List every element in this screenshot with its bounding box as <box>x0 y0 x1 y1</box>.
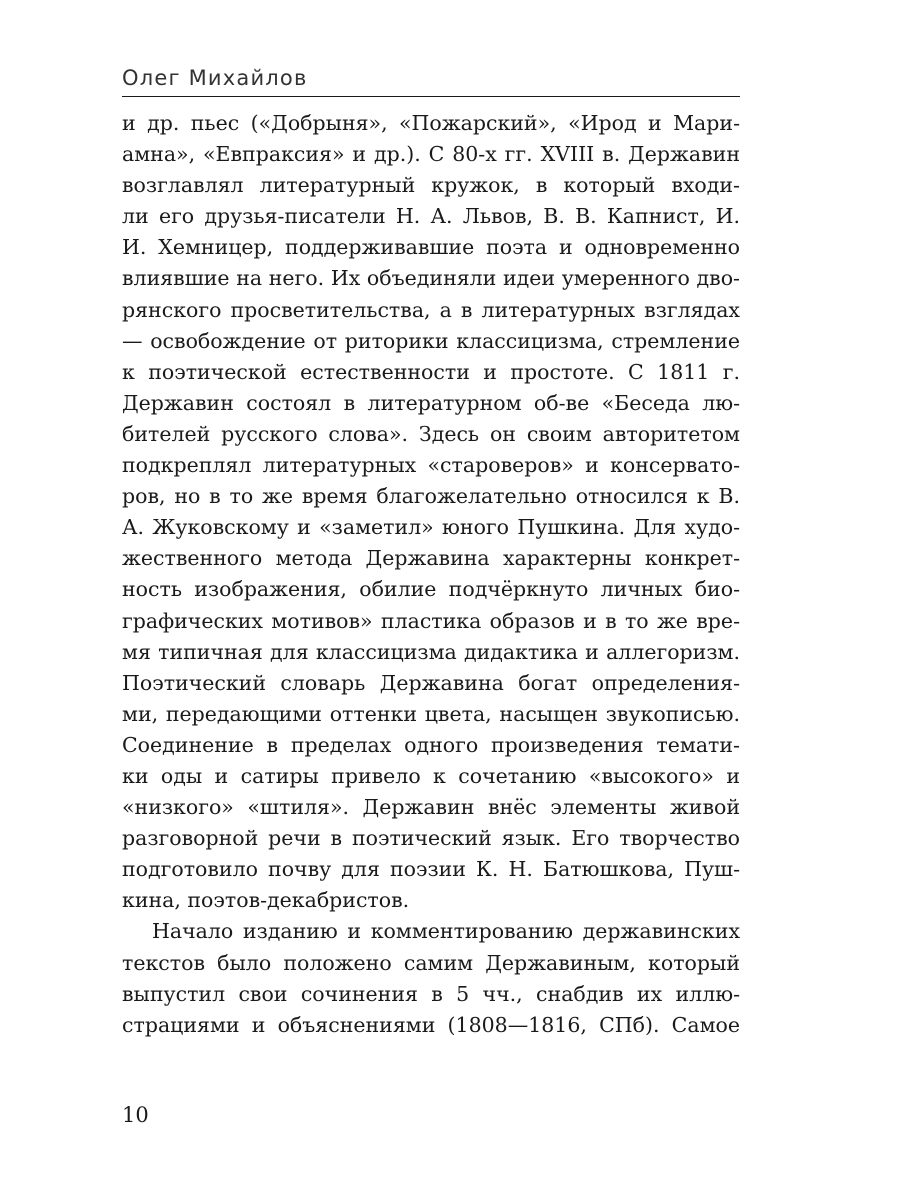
paragraph-1-line: амна», «Евпраксия» и др.). С 80-х гг. XVIII в. Державин <box>122 142 740 167</box>
paragraph-2-line: текстов было положено самим Державиным, который <box>122 950 740 975</box>
paragraph-1-line: ность изображения, обилие подчёркнуто личных био- <box>122 577 740 602</box>
paragraph-2-line: страциями и объяснениями (1808—1816, СПб). Самое <box>122 1012 740 1037</box>
paragraph-1-line: ров, но в то же время благожелательно относился к В. <box>122 484 740 509</box>
paragraph-1-line: — освобождение от риторики классицизма, стремление <box>122 328 740 353</box>
paragraph-1-line: рянского просветительства, а в литературных взглядах <box>122 297 740 322</box>
paragraph-1-line: и др. пьес («Добрыня», «Пожарский», «Ирод и Мари- <box>122 111 740 135</box>
running-header <box>122 64 740 97</box>
paragraph-2-first-line: Начало изданию и комментированию державинских <box>152 919 740 944</box>
paragraph-1-line: графических мотивов» пластика образов и в то же вре- <box>122 608 740 633</box>
page-number: 10 <box>122 1103 149 1127</box>
paragraph-1-line: бителей русского слова». Здесь он своим авторитетом <box>122 421 740 446</box>
paragraph-1-line: Державин состоял в литературном об-ве «Беседа лю- <box>122 390 740 415</box>
page-body <box>122 108 740 1041</box>
paragraph-1-line: мя типичная для классицизма дидактика и аллегоризм. <box>122 639 740 664</box>
paragraph-1-line: к поэтической естественности и простоте. С 1811 г. <box>122 359 740 384</box>
paragraph-2-line: выпустил свои сочинения в 5 чч., снабдив их иллю- <box>122 981 740 1006</box>
paragraph-1-line: А. Жуковскому и «заметил» юного Пушкина. Для худо- <box>122 515 740 540</box>
paragraph-1-line: И. Хемницер, поддерживавшие поэта и одновременно <box>122 235 740 260</box>
paragraph-1-line: «низкого» «штиля». Державин внёс элементы живой <box>122 795 740 820</box>
paragraph-1-line: разговорной речи в поэтический язык. Его творчество <box>122 826 740 851</box>
paragraph-1-line: Соединение в пределах одного произведения темати- <box>122 732 740 757</box>
running-header-author: Олег Михайлов <box>122 66 308 90</box>
paragraph-1-line: ки оды и сатиры привело к сочетанию «высокого» и <box>122 763 740 788</box>
paragraph-1-line: жественного метода Державина характерны конкрет- <box>122 546 740 571</box>
paragraph-1-line: подкреплял литературных «староверов» и консервато- <box>122 453 740 478</box>
paragraph-1-line: ми, передающими оттенки цвета, насыщен звукописью. <box>122 701 740 726</box>
paragraph-1-last-line: кина, поэтов-декабристов. <box>122 888 410 913</box>
paragraph-1-line: возглавлял литературный кружок, в который входи- <box>122 173 740 198</box>
paragraph-1-line: ли его друзья-писатели Н. А. Львов, В. В. Капнист, И. <box>122 204 740 229</box>
paragraph-1-line: влиявшие на него. Их объединяли идеи умеренного дво- <box>122 266 740 291</box>
paragraph-1-line: подготовило почву для поэзии К. Н. Батюшкова, Пуш- <box>122 857 740 882</box>
paragraph-1-line: Поэтический словарь Державина богат определения- <box>122 670 740 695</box>
